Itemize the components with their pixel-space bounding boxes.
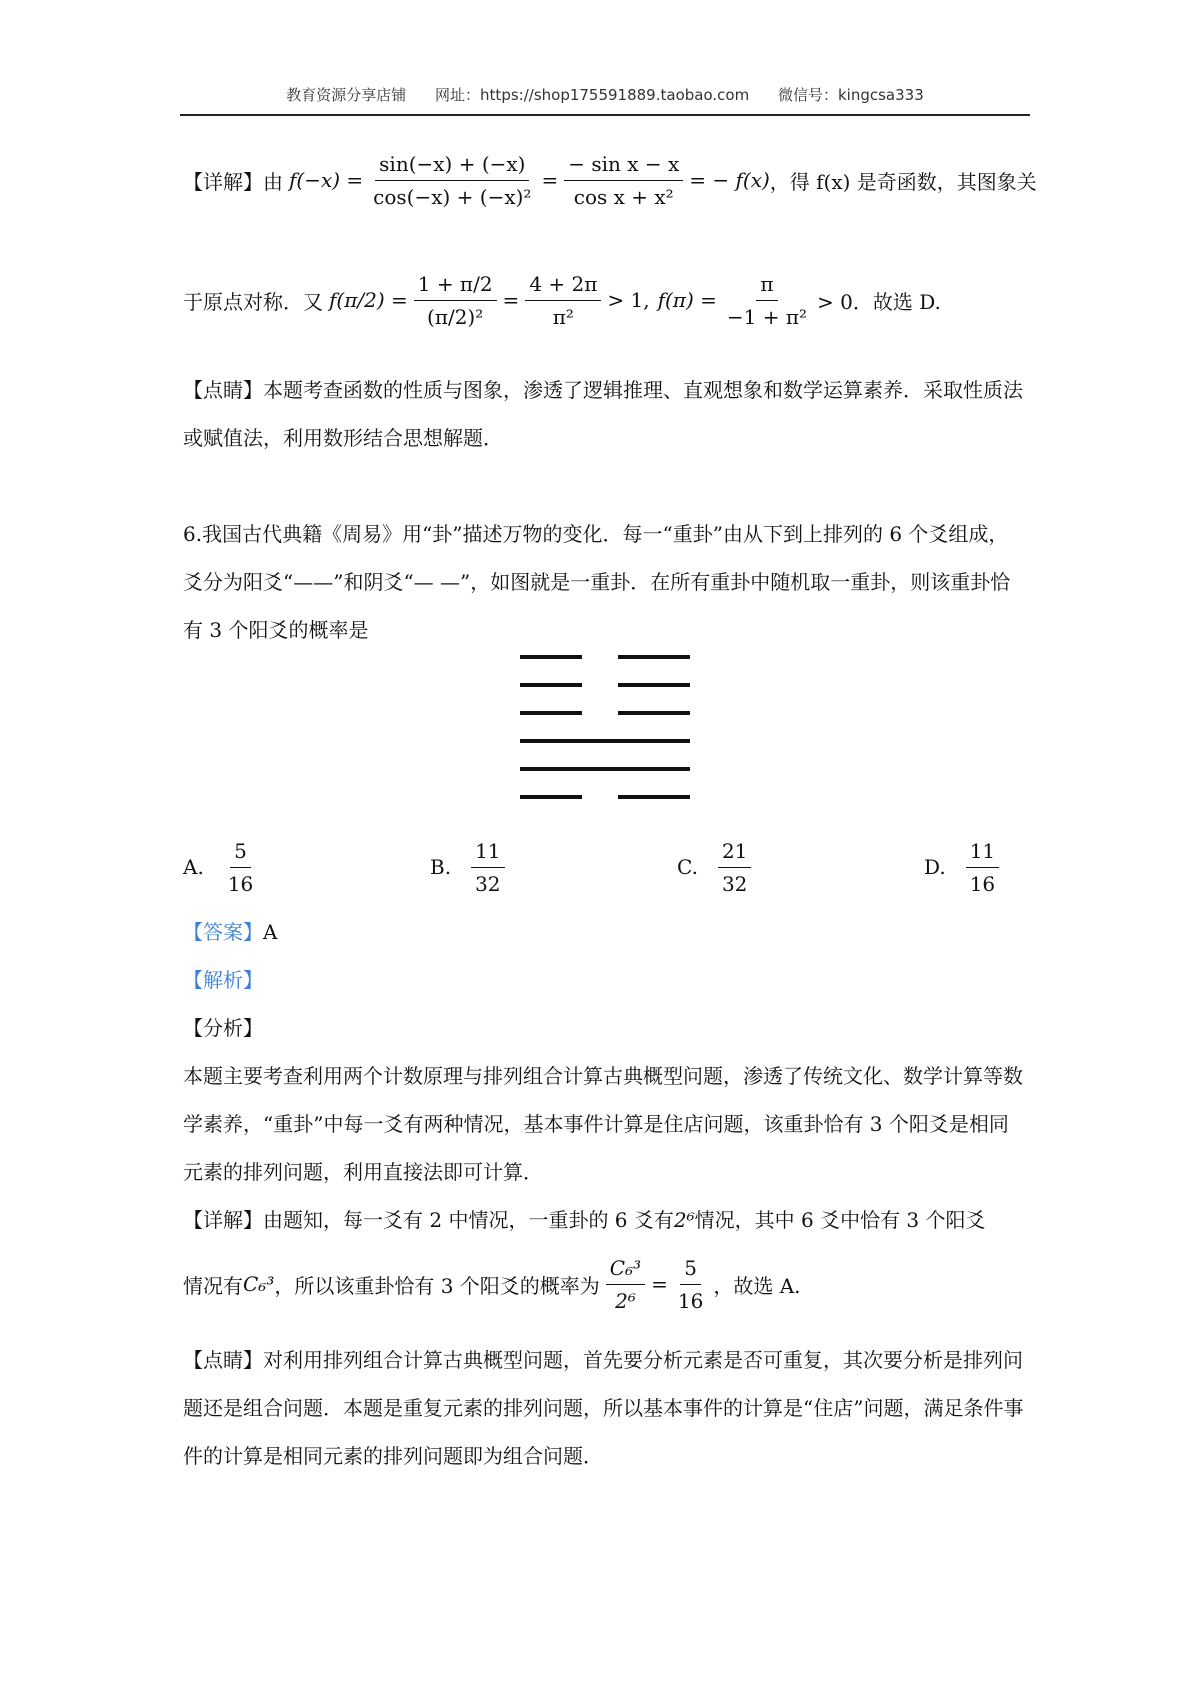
yao-segment xyxy=(520,767,690,771)
option-den: 16 xyxy=(969,871,996,896)
fenxi-text: 本题主要考查利用两个计数原理与排列组合计算古典概型问题，渗透了传统文化、数学计算等数学素养，“重卦”中每一爻有两种情况，基本事件计算是住店问题，该重卦恰有 3 个阳爻是相同元素的排列问题，利用直接法即可计算． xyxy=(183,1064,1023,1184)
fraction-5-den: −1 + π² xyxy=(726,304,807,329)
fraction-2-num: − sin x − x xyxy=(564,152,683,181)
option-a[interactable] xyxy=(183,832,263,902)
probability-line xyxy=(183,1248,1043,1320)
f-pi-half: f(π/2) = xyxy=(329,288,408,312)
fraction-3 xyxy=(414,272,497,329)
result-num: 5 xyxy=(680,1256,701,1285)
detail-text-2: 情况，其中 6 爻中恰有 3 个阳爻 xyxy=(694,1208,986,1232)
prob-fraction xyxy=(606,1256,645,1313)
f-neg-x: f(−x) = xyxy=(289,168,364,192)
fraction-2 xyxy=(564,152,683,209)
option-den: 32 xyxy=(475,871,501,896)
page-header xyxy=(180,84,1030,116)
fraction-2-den: cos x + x² xyxy=(573,184,674,209)
wechat-label: 微信号： xyxy=(777,86,838,104)
yao-segment xyxy=(618,795,690,799)
yang-yao-line xyxy=(520,767,690,771)
comment-text: 本题考查函数的性质与图象，渗透了逻辑推理、直观想象和数学运算素养．采取性质法或赋值法，利用数形结合思想解题． xyxy=(183,378,1023,450)
wechat xyxy=(778,84,924,105)
prev-detail-line-2 xyxy=(183,245,1043,355)
option-num: 5 xyxy=(230,839,251,868)
option-fraction xyxy=(224,839,257,896)
fraction-1-num: sin(−x) + (−x) xyxy=(375,152,529,181)
neg-f: = − f(x) xyxy=(689,168,770,192)
result-fraction xyxy=(674,1256,707,1313)
option-num: 21 xyxy=(718,839,751,868)
yao-segment xyxy=(520,739,690,743)
greater-than-0: > 0．故选 D. xyxy=(817,289,941,314)
yao-segment xyxy=(520,711,582,715)
fraction-4-num: 4 + 2π xyxy=(525,272,601,301)
option-den: 16 xyxy=(227,871,254,896)
option-fraction xyxy=(471,839,504,896)
detail-text-4: ，所以该重卦恰有 3 个阳爻的概率为 xyxy=(274,1273,600,1298)
answer-tag: 【答案】 xyxy=(183,920,263,944)
comment-text: 对利用排列组合计算古典概型问题，首先要分析元素是否可重复，其次要分析是排列问题还是组合问题．本题是重复元素的排列问题，所以基本事件的计算是“住店”问题，满足条件事件的计算是相同元素的排列问题即为组合问题． xyxy=(183,1348,1024,1468)
detail-text-3: 情况有 xyxy=(183,1273,243,1298)
final-comment xyxy=(183,1336,1028,1480)
wechat-id: kingcsa333 xyxy=(837,86,924,104)
analysis-tag: 【解析】 xyxy=(183,968,263,992)
equals: = xyxy=(502,288,520,312)
option-letter: D. xyxy=(924,855,946,879)
yao-segment xyxy=(520,655,582,659)
comment-tag: 【点睛】 xyxy=(183,378,263,402)
yao-segment xyxy=(520,683,582,687)
question-6 xyxy=(183,510,1028,654)
fraction-5-num: π xyxy=(756,272,777,301)
fraction-1 xyxy=(369,152,535,209)
greater-than-1: > 1, xyxy=(607,288,650,312)
fraction-3-den: (π/2)² xyxy=(427,304,484,329)
fraction-5 xyxy=(723,272,811,329)
result-den: 16 xyxy=(677,1288,704,1313)
prev-detail-line-1 xyxy=(183,148,1043,212)
option-den: 32 xyxy=(721,871,748,896)
fraction-1-den: cos(−x) + (−x)² xyxy=(373,184,532,209)
fraction-4-den: π² xyxy=(552,304,574,329)
detail-text-5: ，故选 A. xyxy=(713,1273,801,1298)
f-pi: f(π) = xyxy=(657,288,717,312)
answer-value: A xyxy=(263,920,278,944)
site-label: 网址： xyxy=(435,86,481,104)
detail-lead: 由 xyxy=(263,169,283,194)
detail-text-1: 由题知，每一爻有 2 中情况，一重卦的 6 爻有 xyxy=(263,1208,674,1232)
odd-function-conclusion: ，得 f(x) 是奇函数，其图象关 xyxy=(769,169,1037,194)
option-num: 11 xyxy=(966,839,999,868)
option-letter: B. xyxy=(430,855,452,879)
detail-tag: 【详解】 xyxy=(183,1208,263,1232)
fraction-4 xyxy=(525,272,601,329)
option-num: 11 xyxy=(471,839,504,868)
yao-segment xyxy=(520,795,582,799)
prob-den: 2⁶ xyxy=(615,1288,636,1313)
option-letter: A. xyxy=(183,855,204,879)
option-c[interactable] xyxy=(677,832,757,902)
option-letter: C. xyxy=(677,855,698,879)
answer-options xyxy=(183,832,1043,902)
yin-yao-line xyxy=(520,711,690,715)
option-d[interactable] xyxy=(924,832,1005,902)
prev-comment xyxy=(183,366,1028,462)
yin-yao-line xyxy=(520,795,690,799)
option-fraction xyxy=(966,839,999,896)
comment-tag: 【点睛】 xyxy=(183,1348,263,1372)
option-fraction xyxy=(718,839,751,896)
yin-yao-line xyxy=(520,655,690,659)
yao-segment xyxy=(618,711,690,715)
yao-segment xyxy=(618,655,690,659)
answer-block xyxy=(183,908,1028,1244)
question-text: 6.我国古代典籍《周易》用“卦”描述万物的变化．每一“重卦”由从下到上排列的 6 个爻组成，爻分为阳爻“——”和阴爻“— —”，如图就是一重卦．在所有重卦中随机取一重卦，则该重卦恰有 3 个阳爻的概率是 xyxy=(183,522,1011,642)
shop-name: 教育资源分享店铺 xyxy=(286,86,407,104)
fraction-3-num: 1 + π/2 xyxy=(414,272,497,301)
prob-num: C₆³ xyxy=(606,1256,645,1285)
site-url[interactable]: https://shop175591889.taobao.com xyxy=(480,86,750,104)
detail-tag: 【详解】 xyxy=(183,169,263,194)
yao-segment xyxy=(618,683,690,687)
prob-equals: = xyxy=(651,1272,668,1296)
fenxi-tag: 【分析】 xyxy=(183,1016,263,1040)
combination: C₆³ xyxy=(243,1272,275,1296)
line2-lead: 于原点对称．又 xyxy=(183,289,323,314)
power-2-6: 2⁶ xyxy=(673,1208,695,1232)
hexagram-figure xyxy=(520,655,690,805)
yang-yao-line xyxy=(520,739,690,743)
site xyxy=(435,84,749,105)
option-b[interactable] xyxy=(430,832,511,902)
equals: = xyxy=(541,168,559,192)
yin-yao-line xyxy=(520,683,690,687)
